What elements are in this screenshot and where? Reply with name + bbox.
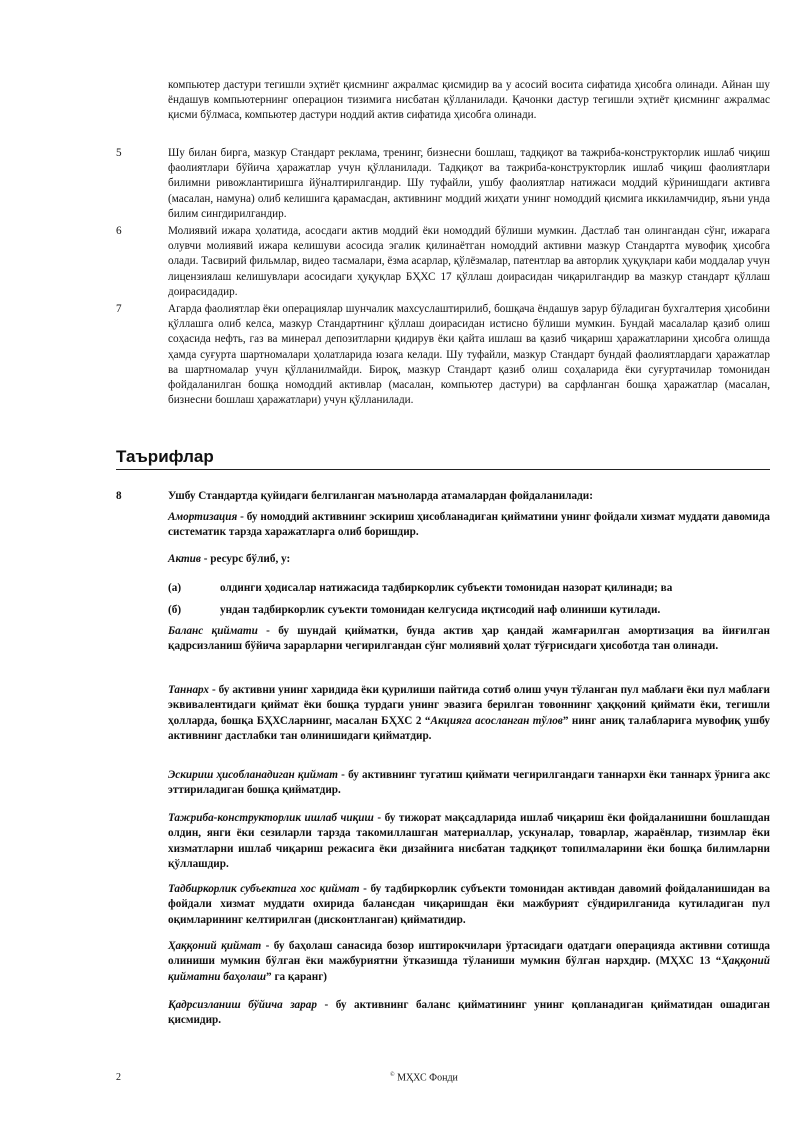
asset-item-a-label: (а) <box>168 582 182 594</box>
asset-item-a-text: олдинги ҳодисалар натижасида тадбиркорлик субъекти томонидан назорат қилинади; ва <box>220 582 673 594</box>
definition-cost <box>168 683 770 745</box>
term-depreciable-amount: Эскириш ҳисобланадиган қиймат <box>168 769 338 781</box>
paragraph-number-6: 6 <box>116 225 122 237</box>
definition-carrying-amount <box>168 624 770 655</box>
term-asset: Актив <box>168 553 201 565</box>
term-impairment-loss: Қадрсизланиш бўйича зарар <box>168 999 317 1011</box>
definition-impairment-loss-text: - бу активнинг баланс қийматининг унинг қопланадиган қийматидан ошадиган қисмидир. <box>168 999 770 1027</box>
paragraph-number-8: 8 <box>116 490 122 502</box>
definition-development-text: - бу тижорат мақсадларида ишлаб чиқариш ёки фойдаланишни бошлашдан олдин, янги ёки сезиларли тарзда такомиллашган материаллар, ускуналар, товарлар, жараёнлар, тизимлар ёки хизматларни ишлаб чиқариш режасига ёки дизайнига нисбатан тадқиқот топилмаларини ёки бошқа билимларни қўллашдир. <box>168 812 770 871</box>
definition-cost-text-1: - бу активни унинг харидида ёки қурилиши пайтида сотиб олиш учун тўланган пул маблағи ёки пул маблағи эквивалентидаги қиймат ёки бошқа турдаги унинг эвазига берилган товоннинг ҳаққоний қиймати ёки, тегишли ҳолларда, бошқа БҲХСларнинг, масалан БҲХС 2 “ <box>168 684 770 727</box>
page-number: 2 <box>116 1072 121 1083</box>
definition-fair-value-text-1: - бу баҳолаш санасида бозор иштирокчилари ўртасидаги одатдаги операцияда активни сотишда олиниши мумкин бўлган ёки мажбуриятни ўтказишда тўланиши мумкин бўлган нархдир. (МҲХС 13 “ <box>168 940 770 968</box>
definition-development <box>168 811 770 873</box>
definition-cost-italic-ref: Акцияга асосланган тўлов <box>430 714 563 727</box>
paragraph-5: Шу билан бирга, мазкур Стандарт реклама, тренинг, бизнесни бошлаш, тадқиқот ва тажриба-конструкторлик ишлаб чиқиш фаолиятлари бўйича ҳаражатлар учун қўлланилади. Тадқиқот ва тажриба-конструкторлик ишлаб чиқиш фаолиятлари билимни ривожлантиришга йўналтирилгандир. Шу туфайли, ушбу фаолиятлар натижаси моддий кўринишдаги активга (масалан, намуна) олиб келишига қарамасдан, активнинг моддий жиҳати унинг номоддий қисмига иккиламчидир, яъни унда билим сингдирилгандир. <box>168 147 770 220</box>
definition-asset-text: - ресурс бўлиб, у: <box>200 553 291 565</box>
definition-cost-text-2: ” нинг аниқ талабларига мувофиқ ушбу активнинг дастлабки тан олинишидаги қийматдир. <box>168 714 770 743</box>
section-heading-definitions: Таърифлар <box>116 446 770 470</box>
term-fair-value: Ҳаққоний қиймат <box>168 940 262 952</box>
asset-item-b-label: (б) <box>168 604 182 616</box>
definition-entity-specific-value <box>168 882 770 928</box>
paragraph-6: Молиявий ижара ҳолатида, асосдаги актив моддий ёки номоддий бўлиши мумкин. Дастлаб тан олингандан сўнг, ижарага олувчи молиявий ижара келишуви асосида эгалик қилинаётган номоддий активни мазкур Стандартга мувофиқ ҳисобга олади. Тасвирий фильмлар, видео тасмалари, ёзма асарлар, қўлёзмалар, патентлар ва авторлик ҳуқуқлари каби моддалар учун лицензиялаш келишувлари асосидаги ҳуқуқлар БҲХС 17 қўллаш доирасидан чиқарилгандир ва мазкур стандарт қўллаш доирасидадир. <box>168 225 770 298</box>
term-carrying-amount: Баланс қиймати <box>168 625 258 637</box>
definition-depreciable-amount-text: - бу активнинг тугатиш қиймати чегирилгандаги таннархи ёки таннарх ўрнига акс эттириладиган бошқа қийматдир. <box>168 769 770 797</box>
paragraph-intro-continuation: компьютер дастури тегишли эҳтиёт қисмнинг ажралмас қисмидир ва у асосий восита сифатида ҳисобга олинади. Айнан шу ёндашув компьютернинг операцион тизимига нисбатан қўлланилади. Қачонки дастур тегишли эҳтиёт қисмнинг ажралмас қисми бўлмаса, компьютер дастури ноддий актив сифатида ҳисобга олинади. <box>168 79 770 122</box>
definition-depreciable-amount <box>168 768 770 799</box>
definition-fair-value-italic-ref: Ҳаққоний қийматни баҳолаш <box>168 955 770 983</box>
definition-carrying-amount-text: - бу шундай қийматки, бунда актив ҳар қандай жамғарилган амортизация ва йиғилган қадрсизланиш бўйича зарарларни чегирилгандан сўнг молиявий ҳолат тўғрисидаги ҳисоботда тан олинади. <box>168 625 770 653</box>
term-cost: Таннарх <box>168 684 210 696</box>
definition-amortization-text: - бу номоддий активнинг эскириш ҳисобланадиган қийматини унинг фойдали хизмат муддати давомида систематик тарзда харажатларга олиб боришдир. <box>168 511 770 539</box>
term-development: Тажриба-конструкторлик ишлаб чиқиш <box>168 812 374 824</box>
definitions-intro: Ушбу Стандартда қуйидаги белгиланган маъноларда атамалардан фойдаланилади: <box>168 490 593 502</box>
footer-copyright <box>390 1072 458 1083</box>
definition-asset <box>168 552 770 567</box>
footer-organization: МҲХС Фонди <box>394 1072 458 1084</box>
definition-entity-specific-value-text: - бу тадбиркорлик субъекти томонидан активдан давомий фойдаланишидан ва фойдали хизмат муддати охирида балансдан чиқаришдан ёки мажбурият сўндирилганида кутиладиган пул оқимларининг келтирилган (дисконтланган) қийматидир. <box>168 883 771 926</box>
definition-amortization <box>168 510 770 541</box>
definition-fair-value-text-2: ” га қаранг) <box>266 970 328 983</box>
paragraph-number-5: 5 <box>116 147 122 159</box>
paragraph-number-7: 7 <box>116 303 122 315</box>
term-entity-specific-value: Тадбиркорлик субъектига хос қиймат <box>168 883 360 895</box>
copyright-symbol: © <box>390 1072 395 1078</box>
asset-item-b-text: ундан тадбиркорлик суъекти томонидан келгусида иқтисодий наф олиниши кутилади. <box>220 604 661 616</box>
definition-fair-value <box>168 939 770 985</box>
paragraph-7: Агарда фаолиятлар ёки операциялар шунчалик махсуслаштирилиб, бошқача ёндашув зарур бўладиган бухгалтерия ҳисобини қўллашга олиб келса, мазкур Стандартнинг қўллаш доирасидан истисно бўлиши мумкин. Бундай масалалар қазиб олиш соҳасида нефть, газ ва минерал депозитларни қидирув ёки қайта ишлаш ва қазиб чиқариш ҳаражатларини ҳисобга олишда ҳамда суғурта шартномалари ҳолатларида юзага келади. Шу туфайли, мазкур Стандарт бундай фаолиятлардаги ҳаражатлар ва шартномалар учун қўлланилмайди. Бироқ, мазкур Стандарт қазиб олиш соҳаларида ёки суғуртачилар томонидан фойдаланилган бошқа номоддий активлар (масалан, компьютер дастури) ва сарфланган бошқа ҳаражатлар (масалан, бизнесни бошлаш ҳаражатлари) учун қўлланилади. <box>168 303 770 407</box>
term-amortization: Амортизация <box>168 511 238 523</box>
definition-impairment-loss <box>168 998 770 1029</box>
